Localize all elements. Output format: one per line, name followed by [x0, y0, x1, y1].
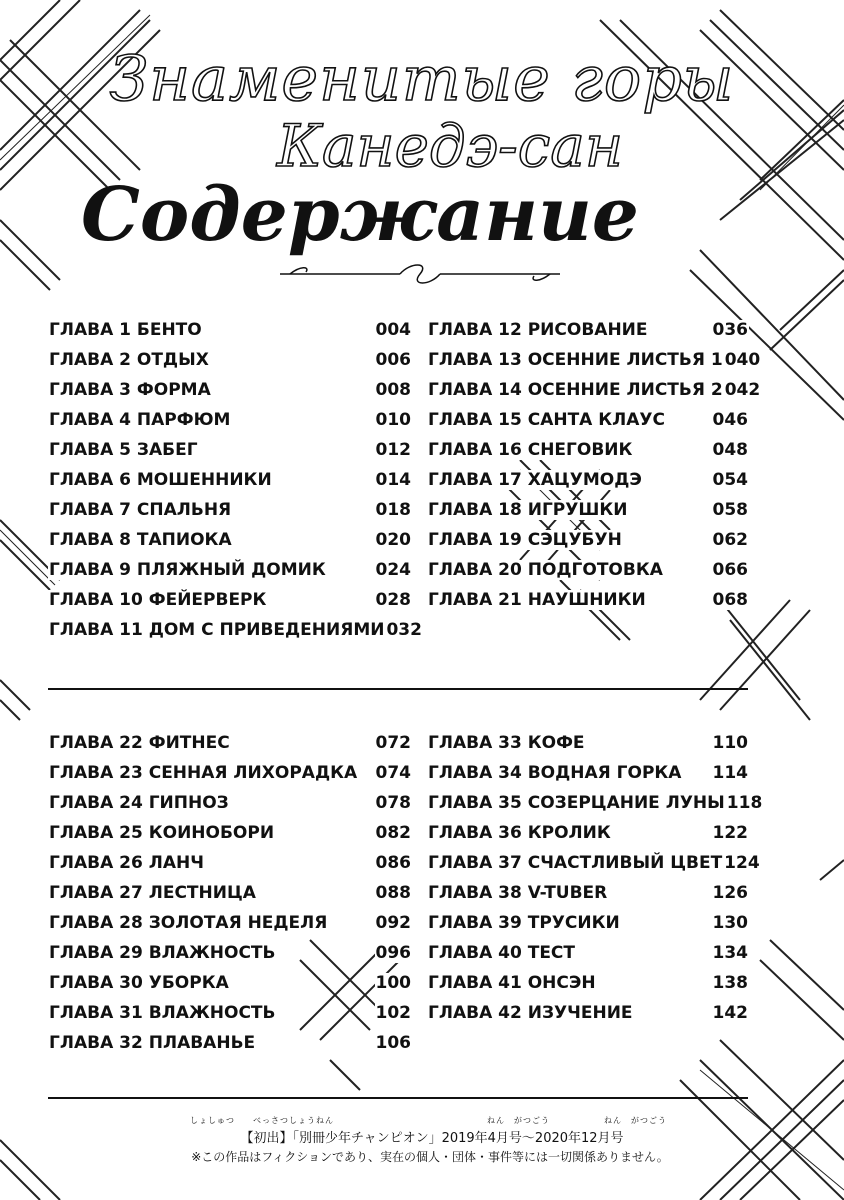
page-number: 106	[375, 1033, 411, 1053]
page-number: 122	[712, 823, 748, 843]
toc-entry[interactable]	[427, 345, 761, 375]
page-number: 088	[375, 883, 411, 903]
chapter-title: ГЛАВА 1 БЕНТО	[49, 320, 202, 340]
page-number: 078	[375, 793, 411, 813]
chapter-title: ГЛАВА 15 САНТА КЛАУС	[428, 410, 666, 430]
chapter-title: ГЛАВА 37 СЧАСТЛИВЫЙ ЦВЕТ	[428, 853, 723, 873]
chapter-title: ГЛАВА 10 ФЕЙЕРВЕРК	[49, 590, 267, 610]
page-number: 082	[375, 823, 411, 843]
toc-entry[interactable]	[48, 818, 412, 848]
page-number: 024	[375, 560, 411, 580]
chapter-title: ГЛАВА 6 МОШЕННИКИ	[49, 470, 272, 490]
chapter-title: ГЛАВА 39 ТРУСИКИ	[428, 913, 620, 933]
toc-entry[interactable]	[427, 585, 749, 615]
chapter-title: ГЛАВА 4 ПАРФЮМ	[49, 410, 231, 430]
page-number: 018	[375, 500, 411, 520]
toc-entry[interactable]	[48, 758, 412, 788]
chapter-title: ГЛАВА 31 ВЛАЖНОСТЬ	[49, 1003, 276, 1023]
chapter-title: ГЛАВА 32 ПЛАВАНЬЕ	[49, 1033, 256, 1053]
toc-entry[interactable]	[427, 435, 749, 465]
page-number: 124	[724, 853, 760, 873]
chapter-title: ГЛАВА 17 ХАЦУМОДЭ	[428, 470, 642, 490]
chapter-title: ГЛАВА 40 ТЕСТ	[428, 943, 575, 963]
page-number: 114	[712, 763, 748, 783]
toc-entry[interactable]	[48, 908, 412, 938]
chapter-title: ГЛАВА 41 ОНСЭН	[428, 973, 596, 993]
page-number: 142	[712, 1003, 748, 1023]
toc-entry[interactable]	[48, 375, 412, 405]
furigana-line: しょしゅつ べっさつしょうねん ねん がつごう ねん がつごう	[190, 1116, 667, 1125]
page-number: 040	[724, 350, 761, 370]
chapter-title: ГЛАВА 21 НАУШНИКИ	[428, 590, 646, 610]
toc-entry[interactable]	[427, 495, 749, 525]
title-series-line1: Знаменитые горы	[109, 42, 735, 115]
chapter-title: ГЛАВА 20 ПОДГОТОВКА	[428, 560, 663, 580]
toc-part1-left	[48, 315, 422, 645]
chapter-title: ГЛАВА 27 ЛЕСТНИЦА	[49, 883, 256, 903]
chapter-title: ГЛАВА 7 СПАЛЬНЯ	[49, 500, 232, 520]
toc-entry[interactable]	[427, 818, 749, 848]
toc-entry[interactable]	[48, 615, 422, 645]
title-ornament-flourish	[270, 258, 570, 288]
toc-entry[interactable]	[48, 938, 412, 968]
toc-entry[interactable]	[427, 938, 749, 968]
chapter-title: ГЛАВА 42 ИЗУЧЕНИЕ	[428, 1003, 633, 1023]
toc-entry[interactable]	[48, 405, 412, 435]
title-series-line2: Канедэ-сан	[276, 112, 624, 180]
chapter-title: ГЛАВА 30 УБОРКА	[49, 973, 229, 993]
page-number: 058	[712, 500, 748, 520]
toc-entry[interactable]	[427, 315, 749, 345]
toc-entry[interactable]	[427, 848, 760, 878]
chapter-title: ГЛАВА 35 СОЗЕРЦАНИЕ ЛУНЫ	[428, 793, 725, 813]
page-number: 032	[386, 620, 422, 640]
toc-entry[interactable]	[48, 495, 412, 525]
page-number: 006	[375, 350, 411, 370]
toc-entry[interactable]	[48, 728, 412, 758]
page-number: 074	[375, 763, 411, 783]
chapter-title: ГЛАВА 22 ФИТНЕС	[49, 733, 230, 753]
chapter-title: ГЛАВА 19 СЭЦУБУН	[428, 530, 622, 550]
page-number: 138	[712, 973, 748, 993]
chapter-title: ГЛАВА 3 ФОРМА	[49, 380, 211, 400]
chapter-title: ГЛАВА 13 ОСЕННИЕ ЛИСТЬЯ 1	[428, 350, 723, 370]
toc-entry[interactable]	[427, 758, 749, 788]
page-number: 110	[712, 733, 748, 753]
toc-part2-right	[427, 728, 763, 1028]
toc-entry[interactable]	[427, 878, 749, 908]
chapter-title: ГЛАВА 38 V-TUBER	[428, 883, 608, 903]
page-number: 010	[375, 410, 411, 430]
page-number: 004	[375, 320, 411, 340]
page-number: 054	[712, 470, 748, 490]
page-number: 130	[712, 913, 748, 933]
page-number: 134	[712, 943, 748, 963]
toc-entry[interactable]	[48, 998, 412, 1028]
chapter-title: ГЛАВА 33 КОФЕ	[428, 733, 585, 753]
page-number: 100	[375, 973, 411, 993]
chapter-title: ГЛАВА 2 ОТДЫХ	[49, 350, 209, 370]
toc-entry[interactable]	[427, 788, 763, 818]
chapter-title: ГЛАВА 29 ВЛАЖНОСТЬ	[49, 943, 276, 963]
page-number: 096	[375, 943, 411, 963]
toc-entry[interactable]	[48, 968, 412, 998]
first-published-note: 【初出】「別冊少年チャンピオン」2019年4月号～2020年12月号	[240, 1131, 624, 1146]
page-number: 068	[712, 590, 748, 610]
page-number: 086	[375, 853, 411, 873]
chapter-title: ГЛАВА 28 ЗОЛОТАЯ НЕДЕЛЯ	[49, 913, 328, 933]
toc-entry[interactable]	[48, 525, 412, 555]
toc-entry[interactable]	[48, 848, 412, 878]
page-number: 048	[712, 440, 748, 460]
page-number: 028	[375, 590, 411, 610]
fiction-disclaimer: ※この作品はフィクションであり、実在の個人・団体・事件等には一切関係ありません。	[191, 1150, 669, 1164]
page-number: 066	[712, 560, 748, 580]
toc-entry[interactable]	[427, 555, 749, 585]
page-number: 008	[375, 380, 411, 400]
toc-entry[interactable]	[48, 1028, 412, 1058]
toc-entry[interactable]	[48, 345, 412, 375]
chapter-title: ГЛАВА 18 ИГРУШКИ	[428, 500, 628, 520]
chapter-title: ГЛАВА 24 ГИПНОЗ	[49, 793, 229, 813]
chapter-title: ГЛАВА 23 СЕННАЯ ЛИХОРАДКА	[49, 763, 358, 783]
page-number: 042	[724, 380, 761, 400]
toc-entry[interactable]	[48, 585, 412, 615]
toc-entry[interactable]	[427, 998, 749, 1028]
toc-entry[interactable]	[427, 908, 749, 938]
section-divider	[48, 688, 748, 690]
chapter-title: ГЛАВА 34 ВОДНАЯ ГОРКА	[428, 763, 682, 783]
toc-entry[interactable]	[48, 465, 412, 495]
chapter-title: ГЛАВА 14 ОСЕННИЕ ЛИСТЬЯ 2	[428, 380, 723, 400]
toc-entry[interactable]	[427, 375, 761, 405]
toc-entry[interactable]	[427, 968, 749, 998]
toc-entry[interactable]	[48, 315, 412, 345]
toc-entry[interactable]	[427, 465, 749, 495]
toc-entry[interactable]	[48, 788, 412, 818]
page-number: 012	[375, 440, 411, 460]
chapter-title: ГЛАВА 12 РИСОВАНИЕ	[428, 320, 648, 340]
chapter-title: ГЛАВА 11 ДОМ С ПРИВЕДЕНИЯМИ	[49, 620, 385, 640]
page-title-contents: Содержание	[81, 172, 639, 258]
chapter-title: ГЛАВА 16 СНЕГОВИК	[428, 440, 633, 460]
page-number: 020	[375, 530, 411, 550]
toc-part1-right	[427, 315, 761, 615]
page-number: 036	[712, 320, 748, 340]
chapter-title: ГЛАВА 5 ЗАБЕГ	[49, 440, 198, 460]
page-number: 126	[712, 883, 748, 903]
toc-part2-left	[48, 728, 412, 1058]
page-number: 102	[375, 1003, 411, 1023]
chapter-title: ГЛАВА 8 ТАПИОКА	[49, 530, 232, 550]
toc-entry[interactable]	[427, 728, 749, 758]
page-number: 014	[375, 470, 411, 490]
page-number: 118	[726, 793, 763, 813]
page-number: 092	[375, 913, 411, 933]
chapter-title: ГЛАВА 26 ЛАНЧ	[49, 853, 204, 873]
toc-entry[interactable]	[48, 435, 412, 465]
page-number: 072	[375, 733, 411, 753]
toc-entry[interactable]	[427, 405, 749, 435]
toc-entry[interactable]	[427, 525, 749, 555]
chapter-title: ГЛАВА 9 ПЛЯЖНЫЙ ДОМИК	[49, 560, 326, 580]
chapter-title: ГЛАВА 36 КРОЛИК	[428, 823, 611, 843]
toc-entry[interactable]	[48, 878, 412, 908]
page-number: 046	[712, 410, 748, 430]
footer-divider	[48, 1097, 748, 1099]
page-number: 062	[712, 530, 748, 550]
toc-entry[interactable]	[48, 555, 412, 585]
chapter-title: ГЛАВА 25 КОИНОБОРИ	[49, 823, 275, 843]
